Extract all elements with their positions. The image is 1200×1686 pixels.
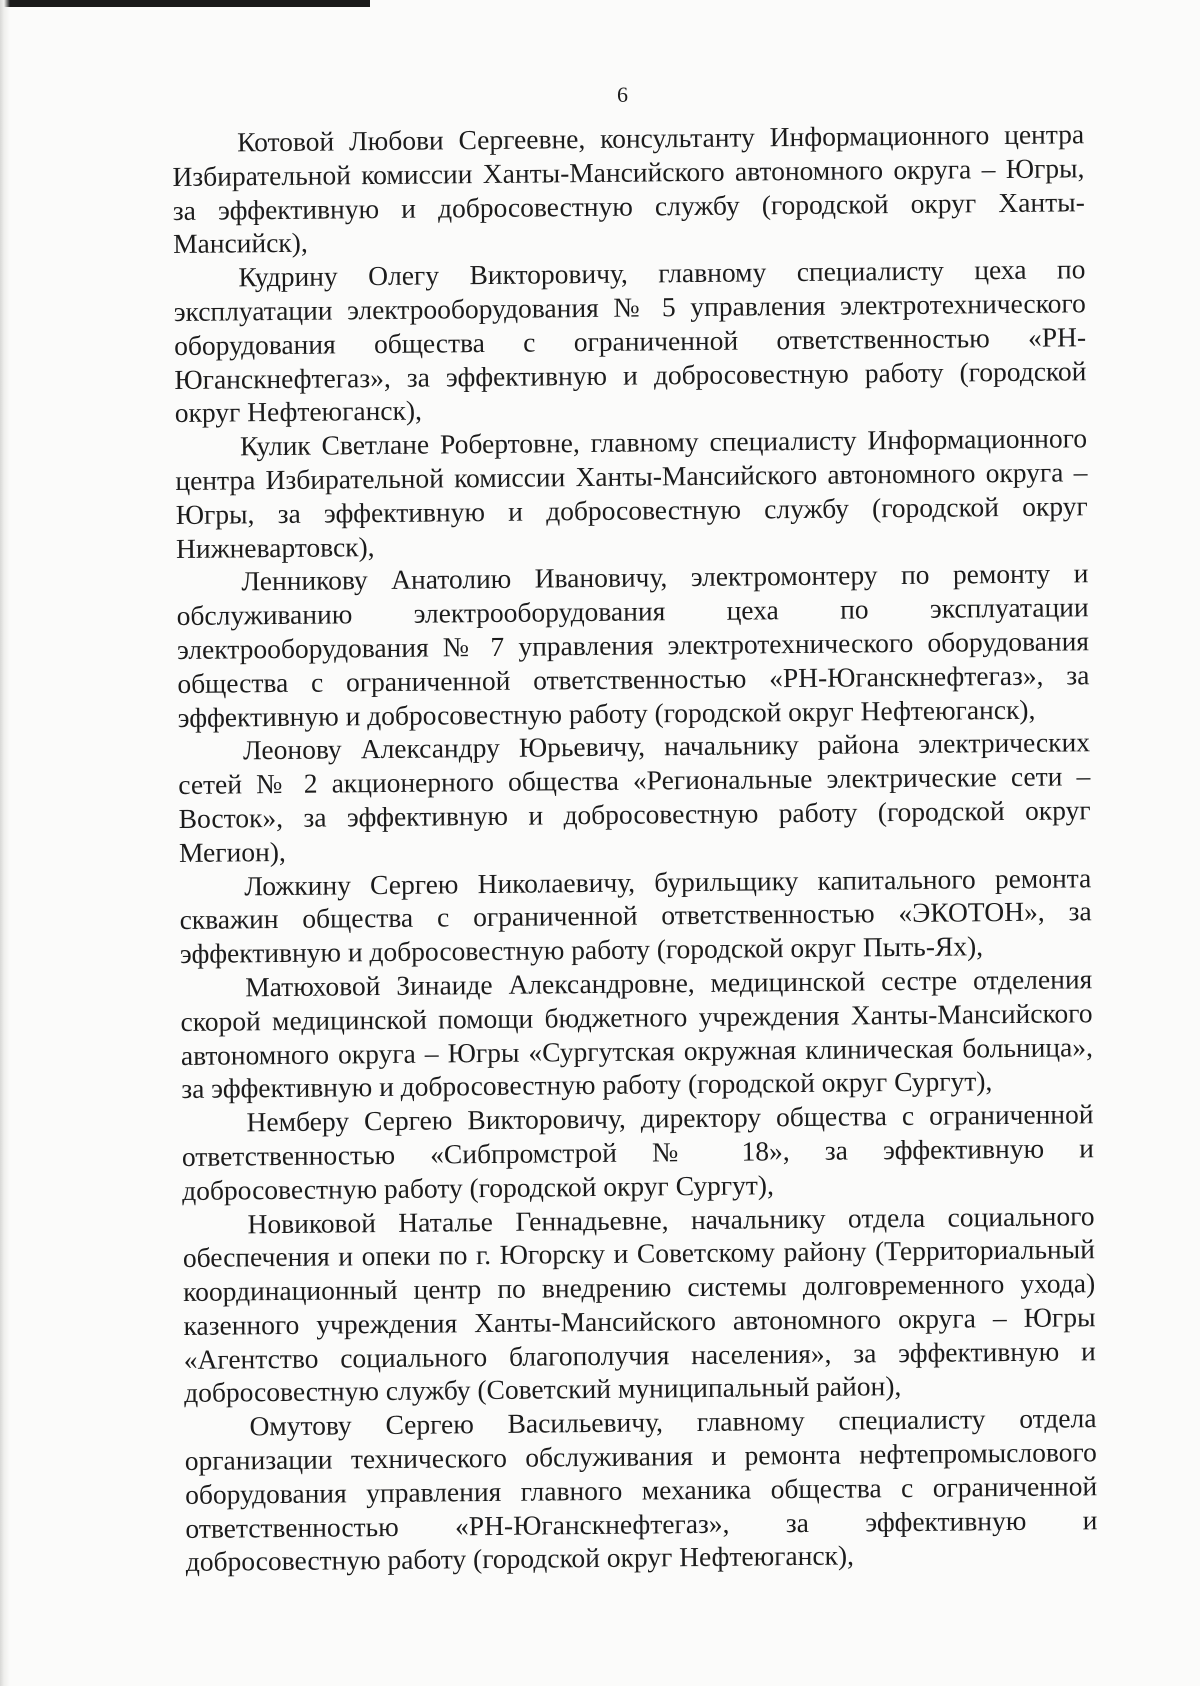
- award-entry-kulik: Кулик Светлане Робертовне, главному специалисту Информационного центра Избирательной комиссии Ханты-Мансийского автономного округа – Югры, за эффективную и добросовестную службу (городской округ Нижневартовск),: [175, 422, 1088, 564]
- award-entry-matyukhova: Матюховой Зинаиде Александровне, медицинской сестре отделения скорой медицинской помощи бюджетного учреждения Ханты-Мансийского автономного округа – Югры «Сургутская окружная клиническая больница», за эффективную и добросовестную работу (городской округ Сургут),: [180, 963, 1094, 1105]
- award-entry-kotova: Котовой Любови Сергеевне, консультанту Информационного центра Избирательной комиссии Ханты-Мансийского автономного округа – Югры, за эффективную и добросовестную службу (городской округ Ханты-Мансийск),: [172, 118, 1085, 260]
- award-entry-leonov: Леонову Александру Юрьевичу, начальнику района электрических сетей № 2 акционерного общества «Региональные электрические сети – Восток», за эффективную и добросовестную работу (городской округ Мегион),: [178, 726, 1091, 868]
- page-number: 6: [617, 82, 628, 107]
- award-entry-nemberg: Немберу Сергею Викторовичу, директору общества с ограниченной ответственностью «Сибпромстрой № 18», за эффективную и добросовестную работу (городской округ Сургут),: [181, 1098, 1094, 1206]
- scan-edge-mark: [0, 0, 370, 7]
- award-entry-omutov: Омутову Сергею Васильевичу, главному специалисту отдела организации технического обслуживания и ремонта нефтепромыслового оборудования управления главного механика общества с ограниченной ответственностью «РН-Юганскнефтегаз», за эффективную и добросовестную работу (городской округ Нефтеюганск),: [184, 1402, 1098, 1578]
- award-entry-lozhkin: Ложкину Сергею Николаевичу, бурильщику капитального ремонта скважин общества с ограниченной ответственностью «ЭКОТОН», за эффективную и добросовестную работу (городской округ Пыть-Ях),: [179, 861, 1092, 970]
- scan-edge-shadow: [0, 0, 10, 1686]
- award-entry-novikova: Новиковой Наталье Геннадьевне, начальнику отдела социального обеспечения и опеки по г. Югорску и Советскому району (Территориальный координационный центр по внедрению системы долговременного ухода) казенного учреждения Ханты-Мансийского автономного округа – Югры «Агентство социального благополучия населения», за эффективную и добросовестную службу (Советский муниципальный район),: [182, 1199, 1096, 1409]
- award-entry-kudrin: Кудрину Олегу Викторовичу, главному специалисту цеха по эксплуатации электрооборудования № 5 управления электротехнического оборудования общества с ограниченной ответственностью «РН-Юганскнефтегаз», за эффективную и добросовестную работу (городской округ Нефтеюганск),: [173, 253, 1087, 429]
- award-entry-lennikov: Ленникову Анатолию Ивановичу, электромонтеру по ремонту и обслуживанию электрооборудования цеха по эксплуатации электрооборудования № 7 управления электротехнического оборудования общества с ограниченной ответственностью «РН-Юганскнефтегаз», за эффективную и добросовестную работу (городской округ Нефтеюганск),: [176, 557, 1090, 733]
- award-list: [172, 117, 1098, 1579]
